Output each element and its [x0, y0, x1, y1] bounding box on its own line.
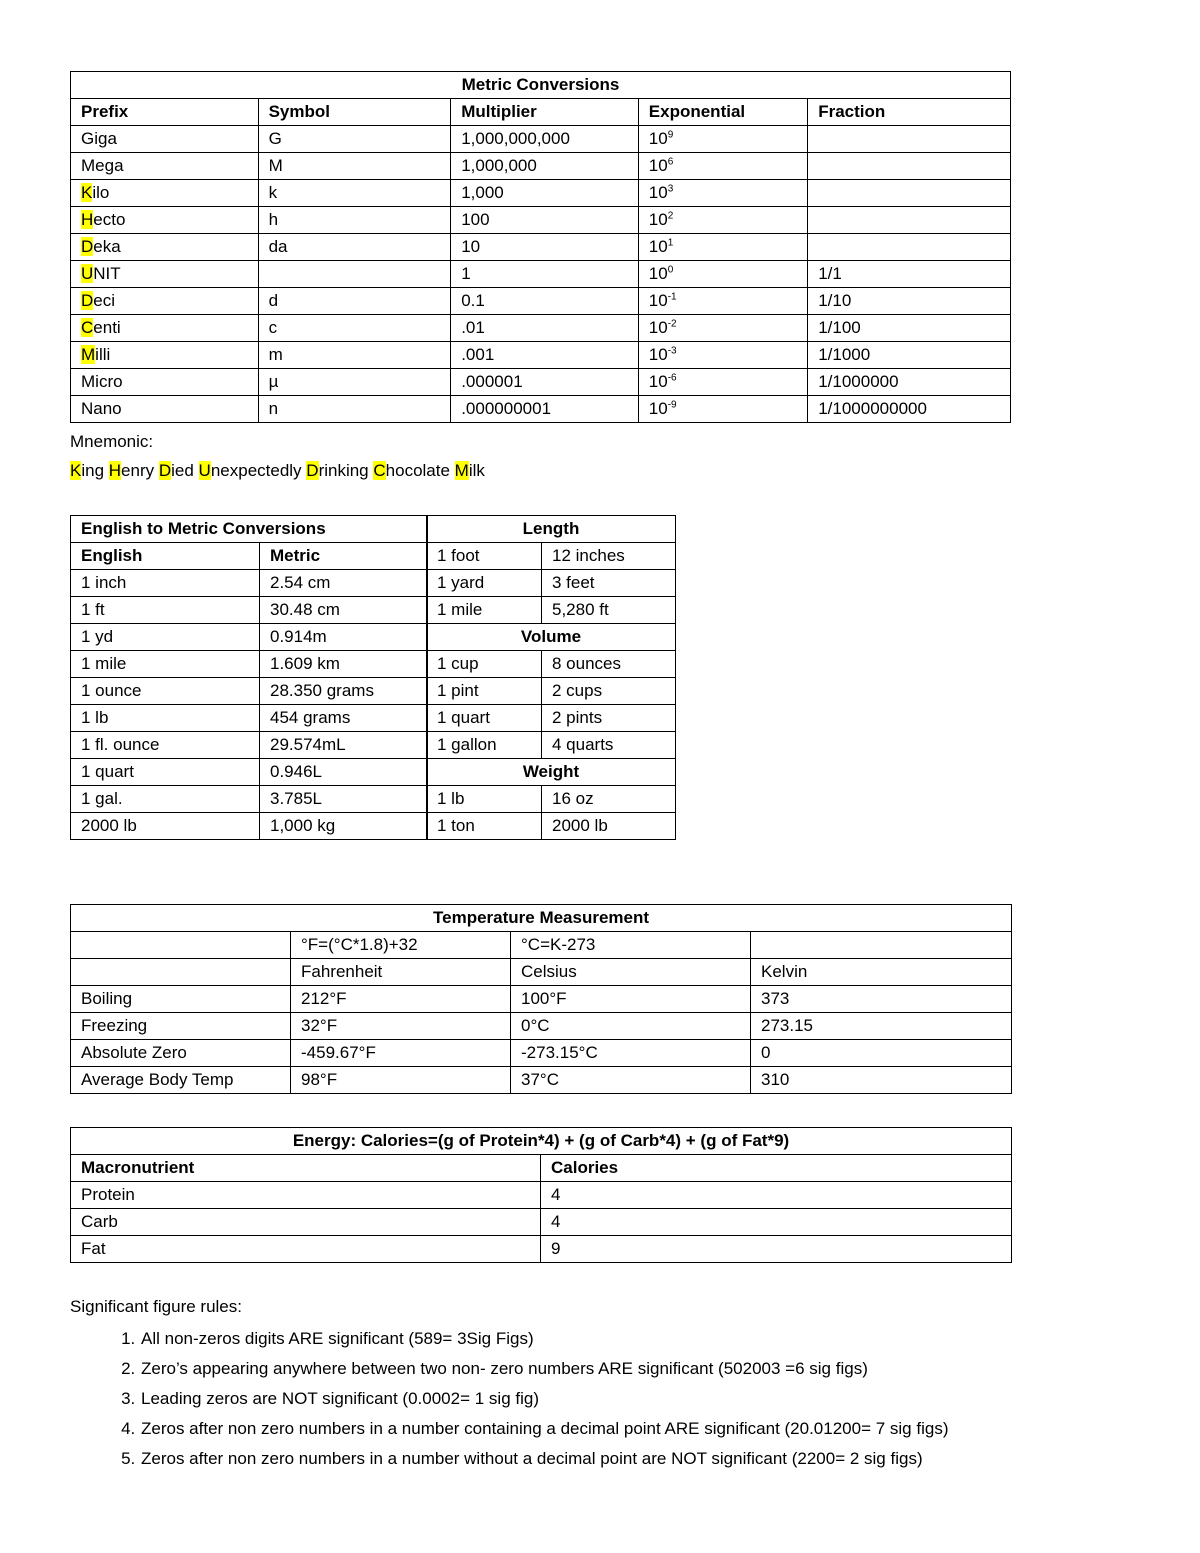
prefix-cell: [71, 207, 259, 234]
temperature-cell: 32°F: [291, 1013, 511, 1040]
temperature-cell: Kelvin: [751, 959, 1012, 986]
temperature-cell: °C=K-273: [511, 932, 751, 959]
table-row: [71, 813, 428, 840]
table-row: [71, 759, 428, 786]
table-row: [71, 705, 428, 732]
prefix-cell: [71, 234, 259, 261]
table-row: [71, 570, 428, 597]
unit-section-header-row: [427, 759, 676, 786]
unit-equivalent-cell: 12 inches: [542, 543, 676, 570]
multiplier-cell: .001: [451, 342, 639, 369]
table-row: [71, 315, 1011, 342]
table-row: [71, 126, 1011, 153]
exponent-base: 10: [648, 372, 668, 391]
metric-header-cell: Fraction: [808, 99, 1011, 126]
multiplier-cell: .000001: [451, 369, 639, 396]
english-unit-cell: 1 gal.: [71, 786, 260, 813]
temperature-cell: °F=(°C*1.8)+32: [291, 932, 511, 959]
metric-equivalent-cell: 28.350 grams: [260, 678, 428, 705]
temperature-cell: Fahrenheit: [291, 959, 511, 986]
english-unit-cell: 1 mile: [71, 651, 260, 678]
metric-equivalent-cell: 2.54 cm: [260, 570, 428, 597]
prefix-cell: [71, 396, 259, 423]
english-metric-header-cell: English: [71, 543, 260, 570]
calories-cell: 4: [541, 1209, 1012, 1236]
mnemonic-label: Mnemonic:: [70, 432, 154, 451]
english-unit-cell: 1 quart: [71, 759, 260, 786]
unit-section-title: Volume: [427, 624, 676, 651]
prefix-highlight-letter: D: [81, 291, 94, 310]
prefix-cell: [71, 288, 259, 315]
temperature-table: [70, 904, 1012, 1094]
metric-header-cell: Exponential: [638, 99, 807, 126]
temperature-cell: [71, 959, 291, 986]
exponential-cell: [638, 234, 807, 261]
sig-figs-title: Significant figure rules:: [70, 1297, 242, 1316]
temperature-cell: Boiling: [71, 986, 291, 1013]
unit-cell: 1 quart: [427, 705, 542, 732]
unit-equivalent-cell: 8 ounces: [542, 651, 676, 678]
mnemonic-word-rest: nexpectedly: [210, 461, 307, 480]
exponent-power: 6: [667, 156, 674, 168]
metric-header-cell: Multiplier: [451, 99, 639, 126]
table-row: [71, 1013, 1012, 1040]
table-row: [71, 1209, 1012, 1236]
table-row: [71, 651, 428, 678]
temperature-cell: -459.67°F: [291, 1040, 511, 1067]
exponent-base: 10: [648, 399, 668, 418]
sig-fig-rule: 5. Zeros after non zero numbers in a number without a decimal point are NOT significant (2200= 2 sig figs): [140, 1446, 948, 1476]
fraction-cell: [808, 153, 1011, 180]
fraction-cell: [808, 180, 1011, 207]
temperature-cell: -273.15°C: [511, 1040, 751, 1067]
prefix-highlight-letter: U: [81, 264, 94, 283]
metric-equivalent-cell: 3.785L: [260, 786, 428, 813]
multiplier-cell: 1: [451, 261, 639, 288]
mnemonic-word-rest: rinking: [318, 461, 374, 480]
multiplier-cell: 0.1: [451, 288, 639, 315]
exponent-base: 10: [648, 291, 668, 310]
table-row: [427, 651, 676, 678]
symbol-cell: n: [258, 396, 451, 423]
unit-cell: 1 pint: [427, 678, 542, 705]
fraction-cell: [808, 126, 1011, 153]
metric-equivalent-cell: 30.48 cm: [260, 597, 428, 624]
prefix-cell: [71, 180, 259, 207]
table-row: [71, 396, 1011, 423]
table-row: [71, 369, 1011, 396]
temperature-cell: 373: [751, 986, 1012, 1013]
multiplier-cell: 1,000: [451, 180, 639, 207]
exponent-power: 9: [667, 129, 674, 141]
temperature-cell: 212°F: [291, 986, 511, 1013]
prefix-highlight-letter: D: [81, 237, 94, 256]
fraction-cell: 1/1: [808, 261, 1011, 288]
table-row: [71, 180, 1011, 207]
metric-table-header-row: [71, 99, 1011, 126]
exponent-base: 10: [648, 210, 668, 229]
unit-equivalent-cell: 3 feet: [542, 570, 676, 597]
metric-equivalent-cell: 29.574mL: [260, 732, 428, 759]
unit-equivalent-cell: 4 quarts: [542, 732, 676, 759]
exponent-base: 10: [648, 183, 668, 202]
prefix-highlight-letter: K: [81, 183, 93, 202]
fraction-cell: 1/10: [808, 288, 1011, 315]
mnemonic-highlight-letter: C: [373, 461, 386, 480]
multiplier-cell: .000000001: [451, 396, 639, 423]
symbol-cell: c: [258, 315, 451, 342]
exponent-power: 3: [667, 183, 674, 195]
exponent-base: 10: [648, 264, 668, 283]
prefix-highlight-letter: M: [81, 345, 96, 364]
exponential-cell: [638, 315, 807, 342]
english-unit-cell: 1 lb: [71, 705, 260, 732]
symbol-cell: m: [258, 342, 451, 369]
temperature-cell: 0°C: [511, 1013, 751, 1040]
exponent-power: -9: [667, 399, 677, 411]
metric-equivalent-cell: 0.914m: [260, 624, 428, 651]
table-row: [427, 678, 676, 705]
table-row: [71, 288, 1011, 315]
unit-cell: 1 cup: [427, 651, 542, 678]
unit-cell: 1 ton: [427, 813, 542, 840]
sig-figs-rules-list: [70, 1326, 948, 1476]
exponential-cell: [638, 342, 807, 369]
mnemonic-highlight-letter: U: [198, 461, 211, 480]
fraction-cell: 1/1000000000: [808, 396, 1011, 423]
english-unit-cell: 2000 lb: [71, 813, 260, 840]
metric-equivalent-cell: 0.946L: [260, 759, 428, 786]
exponent-power: -1: [667, 291, 677, 303]
energy-header-row: [71, 1155, 1012, 1182]
table-row: [427, 813, 676, 840]
energy-title: Energy: Calories=(g of Protein*4) + (g of Carb*4) + (g of Fat*9): [71, 1128, 1012, 1155]
table-row: [71, 624, 428, 651]
prefix-cell: [71, 153, 259, 180]
energy-header-cell: Calories: [541, 1155, 1012, 1182]
english-metric-title: English to Metric Conversions: [71, 516, 428, 543]
mnemonic-word-rest: ing: [81, 461, 109, 480]
temperature-cell: Celsius: [511, 959, 751, 986]
temperature-cell: 0: [751, 1040, 1012, 1067]
symbol-cell: h: [258, 207, 451, 234]
metric-header-cell: Prefix: [71, 99, 259, 126]
fraction-cell: 1/1000000: [808, 369, 1011, 396]
fraction-cell: 1/1000: [808, 342, 1011, 369]
energy-header-cell: Macronutrient: [71, 1155, 541, 1182]
exponential-cell: [638, 126, 807, 153]
table-row: [71, 1182, 1012, 1209]
table-row: [71, 1067, 1012, 1094]
temperature-cell: Absolute Zero: [71, 1040, 291, 1067]
temperature-cell: 100°F: [511, 986, 751, 1013]
calories-cell: 4: [541, 1182, 1012, 1209]
metric-conversions-table: [70, 71, 1011, 423]
table-row: [71, 207, 1011, 234]
unit-equivalents-table: [426, 515, 676, 840]
unit-section-header-row: [427, 624, 676, 651]
prefix-highlight-letter: C: [81, 318, 94, 337]
mnemonic-word-rest: ied: [171, 461, 199, 480]
mnemonic-word-rest: ilk: [468, 461, 485, 480]
metric-equivalent-cell: 454 grams: [260, 705, 428, 732]
english-metric-header-row: [71, 543, 428, 570]
exponential-cell: [638, 396, 807, 423]
energy-table: [70, 1127, 1012, 1263]
temperature-title: Temperature Measurement: [71, 905, 1012, 932]
exponential-cell: [638, 369, 807, 396]
table-row: [71, 986, 1012, 1013]
english-unit-cell: 1 ft: [71, 597, 260, 624]
prefix-cell: [71, 315, 259, 342]
fraction-cell: [808, 234, 1011, 261]
metric-table-title: Metric Conversions: [71, 72, 1011, 99]
prefix-highlight-letter: H: [81, 210, 94, 229]
english-to-metric-table: [70, 515, 428, 840]
table-row: [71, 261, 1011, 288]
prefix-name: eci: [93, 291, 116, 310]
fraction-cell: [808, 207, 1011, 234]
metric-equivalent-cell: 1.609 km: [260, 651, 428, 678]
prefix-cell: [71, 342, 259, 369]
english-unit-cell: 1 yd: [71, 624, 260, 651]
exponent-power: 2: [667, 210, 674, 222]
macronutrient-cell: Fat: [71, 1236, 541, 1263]
prefix-name: eka: [93, 237, 121, 256]
exponent-base: 10: [648, 237, 668, 256]
multiplier-cell: 1,000,000: [451, 153, 639, 180]
temperature-cell: 273.15: [751, 1013, 1012, 1040]
english-metric-header-cell: Metric: [260, 543, 428, 570]
prefix-cell: [71, 261, 259, 288]
mnemonic-highlight-letter: D: [306, 461, 319, 480]
metric-equivalent-cell: 1,000 kg: [260, 813, 428, 840]
exponential-cell: [638, 180, 807, 207]
symbol-cell: G: [258, 126, 451, 153]
prefix-name: NIT: [93, 264, 121, 283]
temperature-cell: 37°C: [511, 1067, 751, 1094]
sig-fig-rule: 3. Leading zeros are NOT significant (0.0002= 1 sig fig): [140, 1386, 948, 1416]
symbol-cell: k: [258, 180, 451, 207]
mnemonic-word-rest: enry: [121, 461, 159, 480]
prefix-name: Micro: [81, 372, 123, 391]
exponent-base: 10: [648, 129, 668, 148]
table-row: [71, 678, 428, 705]
table-row: [427, 543, 676, 570]
exponent-power: -2: [667, 318, 677, 330]
temperature-cell: [751, 932, 1012, 959]
sig-fig-rule: 2. Zero’s appearing anywhere between two non- zero numbers ARE significant (502003 =6 sig figs): [140, 1356, 948, 1386]
symbol-cell: µ: [258, 369, 451, 396]
prefix-name: illi: [95, 345, 111, 364]
mnemonic-highlight-letter: M: [454, 461, 469, 480]
unit-cell: 1 foot: [427, 543, 542, 570]
table-row: [71, 1040, 1012, 1067]
english-unit-cell: 1 ounce: [71, 678, 260, 705]
prefix-name: Giga: [81, 129, 117, 148]
multiplier-cell: 1,000,000,000: [451, 126, 639, 153]
exponent-base: 10: [648, 156, 668, 175]
unit-section-title: Length: [427, 516, 676, 543]
unit-cell: 1 gallon: [427, 732, 542, 759]
unit-cell: 1 yard: [427, 570, 542, 597]
unit-cell: 1 mile: [427, 597, 542, 624]
macronutrient-cell: Protein: [71, 1182, 541, 1209]
multiplier-cell: 10: [451, 234, 639, 261]
unit-equivalent-cell: 5,280 ft: [542, 597, 676, 624]
exponential-cell: [638, 288, 807, 315]
prefix-cell: [71, 369, 259, 396]
exponent-power: -3: [667, 345, 677, 357]
multiplier-cell: .01: [451, 315, 639, 342]
calories-cell: 9: [541, 1236, 1012, 1263]
fraction-cell: 1/100: [808, 315, 1011, 342]
table-row: [427, 786, 676, 813]
symbol-cell: [258, 261, 451, 288]
metric-header-cell: Symbol: [258, 99, 451, 126]
unit-equivalent-cell: 2000 lb: [542, 813, 676, 840]
temperature-cell: Freezing: [71, 1013, 291, 1040]
exponential-cell: [638, 207, 807, 234]
exponent-base: 10: [648, 345, 668, 364]
unit-equivalent-cell: 16 oz: [542, 786, 676, 813]
english-unit-cell: 1 fl. ounce: [71, 732, 260, 759]
table-row: [71, 732, 428, 759]
unit-cell: 1 lb: [427, 786, 542, 813]
prefix-name: enti: [93, 318, 121, 337]
table-row: [71, 1236, 1012, 1263]
prefix-name: ecto: [93, 210, 126, 229]
macronutrient-cell: Carb: [71, 1209, 541, 1236]
mnemonic-word-rest: hocolate: [385, 461, 455, 480]
prefix-name: Nano: [81, 399, 122, 418]
exponent-base: 10: [648, 318, 668, 337]
symbol-cell: da: [258, 234, 451, 261]
prefix-name: ilo: [92, 183, 110, 202]
sig-fig-rule: 1. All non-zeros digits ARE significant (589= 3Sig Figs): [140, 1326, 948, 1356]
mnemonic-highlight-letter: D: [158, 461, 172, 480]
temperature-cell: Average Body Temp: [71, 1067, 291, 1094]
sig-fig-rule: 4. Zeros after non zero numbers in a number containing a decimal point ARE significant (20.01200= 7 sig figs): [140, 1416, 948, 1446]
table-row: [427, 732, 676, 759]
mnemonic-highlight-letter: H: [108, 461, 122, 480]
table-row: [427, 705, 676, 732]
temperature-formula-row: [71, 932, 1012, 959]
mnemonic-sentence: [70, 461, 485, 481]
mnemonic-highlight-letter: K: [70, 461, 82, 480]
temperature-cell: 310: [751, 1067, 1012, 1094]
symbol-cell: d: [258, 288, 451, 315]
exponent-power: 0: [667, 264, 674, 276]
exponential-cell: [638, 261, 807, 288]
english-unit-cell: 1 inch: [71, 570, 260, 597]
temperature-scale-row: [71, 959, 1012, 986]
multiplier-cell: 100: [451, 207, 639, 234]
unit-section-header-row: [427, 516, 676, 543]
table-row: [71, 234, 1011, 261]
exponent-power: 1: [667, 237, 674, 249]
table-row: [427, 570, 676, 597]
unit-equivalent-cell: 2 cups: [542, 678, 676, 705]
table-row: [71, 342, 1011, 369]
temperature-cell: [71, 932, 291, 959]
table-row: [71, 153, 1011, 180]
table-row: [71, 597, 428, 624]
exponent-power: -6: [667, 372, 677, 384]
exponential-cell: [638, 153, 807, 180]
table-row: [427, 597, 676, 624]
temperature-cell: 98°F: [291, 1067, 511, 1094]
table-row: [71, 786, 428, 813]
unit-section-title: Weight: [427, 759, 676, 786]
unit-equivalent-cell: 2 pints: [542, 705, 676, 732]
prefix-name: Mega: [81, 156, 124, 175]
prefix-cell: [71, 126, 259, 153]
symbol-cell: M: [258, 153, 451, 180]
